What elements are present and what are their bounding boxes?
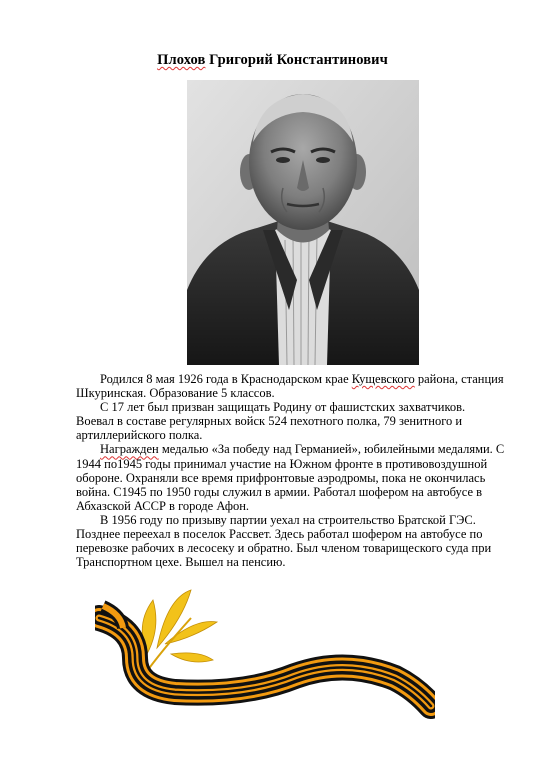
page-title — [0, 52, 545, 69]
bio-paragraph — [76, 372, 506, 400]
bio-text: В 1956 году по призыву партии уехал на строительство Братской ГЭС. Позднее переехал в поселок Рассвет. Здесь работал шофером на автобусе по перевозке рабочих в лесосеку и обратно. Был членом товарищеского суда при Транспортном цехе. Вышел на пенсию. — [76, 512, 492, 570]
bio-text: медалью «За победу над Германией», юбилейными медалями. С 1944 по1945 годы принимал участие на Южном фронте в противовоздушной обороне. Охраняли все время прифронтовые аэродромы, пока не окончилась война. С1945 по 1950 годы служил в армии. Работал шофером на автобусе в Абхазской АССР в городе Афон. — [76, 442, 505, 513]
spellcheck-word: Награжден — [100, 442, 159, 457]
portrait-photo — [187, 80, 419, 365]
bio-paragraph — [76, 442, 506, 512]
bio-paragraph — [76, 400, 506, 442]
bio-text: Родился 8 мая 1926 года в Краснодарском крае — [100, 372, 352, 386]
title-name: Григорий Константинович — [205, 52, 388, 68]
portrait-photo-icon — [187, 80, 419, 365]
bio-text: района, станция Шкуринская. Образование 5 классов. — [76, 372, 504, 401]
bio-paragraph — [76, 513, 506, 569]
biography-text — [76, 372, 506, 569]
spellcheck-word: Кущевского — [351, 372, 415, 386]
bio-text: С 17 лет был призван защищать Родину от фашистских захватчиков. Воевал в составе регулярных войск 524 пехотного полка, 79 зенитного и артиллерийского полка. — [76, 400, 466, 443]
title-surname: Плохов — [157, 52, 206, 68]
st-george-ribbon-icon — [95, 588, 435, 728]
